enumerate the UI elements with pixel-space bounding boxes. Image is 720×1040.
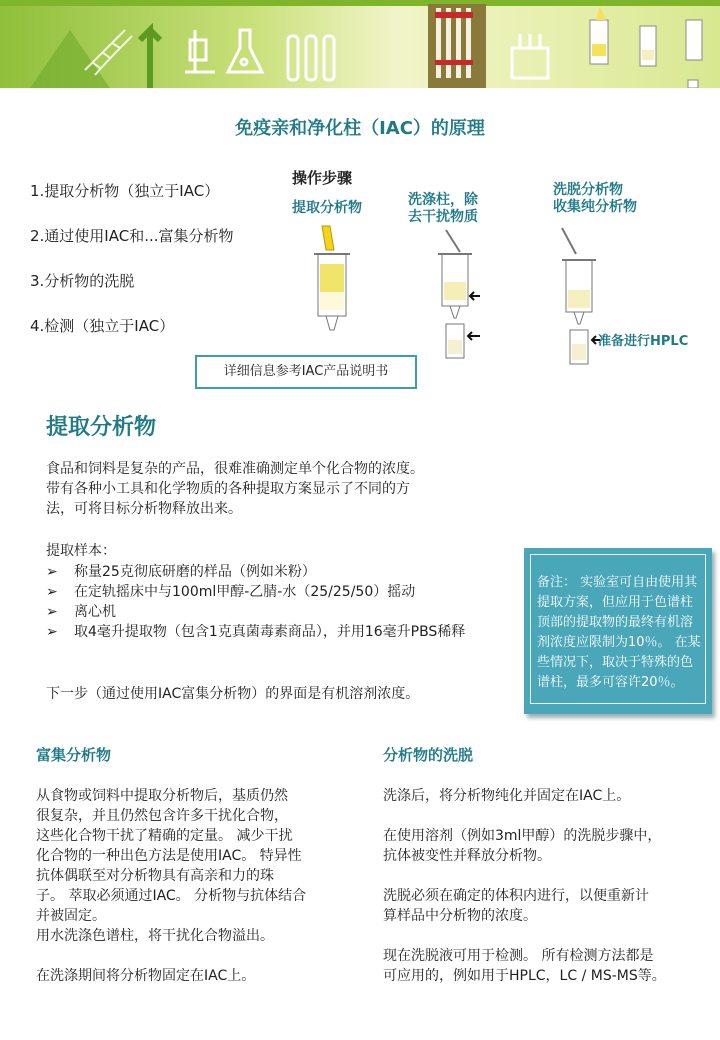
elution-heading: 分析物的洗脱	[383, 746, 474, 764]
page-title: 免疫亲和净化柱（IAC）的原理	[235, 118, 485, 139]
flask-icon	[228, 30, 262, 72]
extraction-intro	[46, 459, 424, 519]
sample-heading: 提取样本：	[46, 543, 116, 559]
list-item-text: 在定轨摇床中与100ml甲醇-乙腈-水（25/25/50）摇动	[74, 584, 416, 600]
process-step: 2.通过使用IAC和...富集分析物	[30, 227, 234, 245]
iac-procedure-diagram	[300, 220, 620, 370]
extraction-intro-line1: 食品和饲料是复杂的产品，很难准确测定单个化合物的浓度。	[46, 461, 424, 477]
columns-photo	[428, 4, 486, 88]
arrow-bullet-icon: ➢	[46, 584, 58, 600]
elution-text: 洗涤后，将分析物纯化并固定在IAC上。 在使用溶剂（例如3ml甲醇）的洗脱步骤中， 抗体被变性并释放分析物。 洗脱必须在确定的体积内进行，以便重新计 算样品中分析物的浓度。 现在洗脱液可用于检测。 所有检测方法都是 可应用的，例如用于HPLC，LC / MS-MS等。	[383, 788, 666, 984]
next-step-text: 下一步（通过使用IAC富集分析物）的界面是有机溶剂浓度。	[46, 686, 420, 702]
process-steps-list	[30, 180, 234, 360]
list-item	[46, 582, 514, 602]
arrow-bullet-icon: ➢	[46, 604, 58, 620]
list-item-text: 取4毫升提取物（包含1克真菌毒素商品），并用16毫升PBS稀释	[74, 624, 466, 640]
reference-note-box: 详细信息参考IAC产品说明书	[195, 355, 417, 389]
list-item	[46, 562, 514, 582]
column-3-icon	[562, 228, 600, 364]
process-step: 4.检测（独立于IAC）	[30, 317, 175, 335]
arrow-bullet-icon: ➢	[46, 564, 58, 580]
list-item-text: 称量25克彻底研磨的样品（例如米粉）	[74, 564, 316, 580]
enrichment-text: 从食物或饲料中提取分析物后，基质仍然 很复杂，并且仍然包含许多干扰化合物， 这些化合物干扰了精确的定量。 减少干扰 化合物的一种出色方法是使用IAC。 特异性 抗体偶联至对分析物具有高亲和力的珠 子。 萃取必须通过IAC。 分析物与抗体结合 并被固定。 用水洗涤色谱柱，将干扰化合物溢出。 在洗涤期间将分析物固定在IAC上。	[36, 788, 307, 984]
enrichment-heading: 富集分析物	[36, 746, 112, 764]
hplc-label: 准备进行HPLC	[598, 334, 689, 349]
list-item	[46, 602, 514, 622]
note-callout	[524, 548, 712, 714]
arrow-up-icon	[140, 30, 160, 88]
banner-illustration	[0, 0, 720, 88]
test-tubes-icon	[288, 36, 334, 80]
diagram-step3-line2: 收集纯分析物	[553, 199, 637, 215]
lab-stand-icon	[185, 30, 215, 72]
leaf-shape	[30, 30, 110, 88]
tube-rack-icon	[512, 34, 548, 78]
arrow-bullet-icon: ➢	[46, 624, 58, 640]
list-item	[46, 622, 514, 642]
process-step: 1.提取分析物（独立于IAC）	[30, 182, 220, 200]
header-banner	[0, 0, 720, 88]
list-item-text: 离心机	[74, 604, 116, 620]
extraction-heading: 提取分析物	[46, 415, 157, 440]
column-diagram-icon	[590, 6, 702, 88]
extraction-intro-line3: 法，可将目标分析物释放出来。	[46, 501, 242, 517]
diagram-step1-label: 提取分析物	[292, 200, 362, 216]
operation-steps-heading: 操作步骤	[292, 169, 353, 187]
diagram-step3-line1: 洗脱分析物	[553, 182, 623, 198]
diagram-step2-line2: 去干扰物质	[408, 209, 478, 225]
extraction-intro-line2: 带有各种小工具和化学物质的各种提取方案显示了不同的方	[46, 481, 410, 497]
column-2-icon	[438, 230, 480, 358]
diagram-step2-line1: 洗涤柱，除	[408, 192, 478, 208]
diagram-step3-label	[553, 182, 637, 216]
sample-steps-list	[46, 562, 514, 642]
column-1-icon	[314, 226, 350, 330]
process-step: 3.分析物的洗脱	[30, 272, 135, 290]
note-callout-text: 备注： 实验室可自由使用其提取方案，但应用于色谱柱顶部的提取物的最终有机溶剂浓度应限制为10％。 在某些情况下，取决于特殊的色谱柱，最多可容许20％。	[530, 554, 706, 704]
